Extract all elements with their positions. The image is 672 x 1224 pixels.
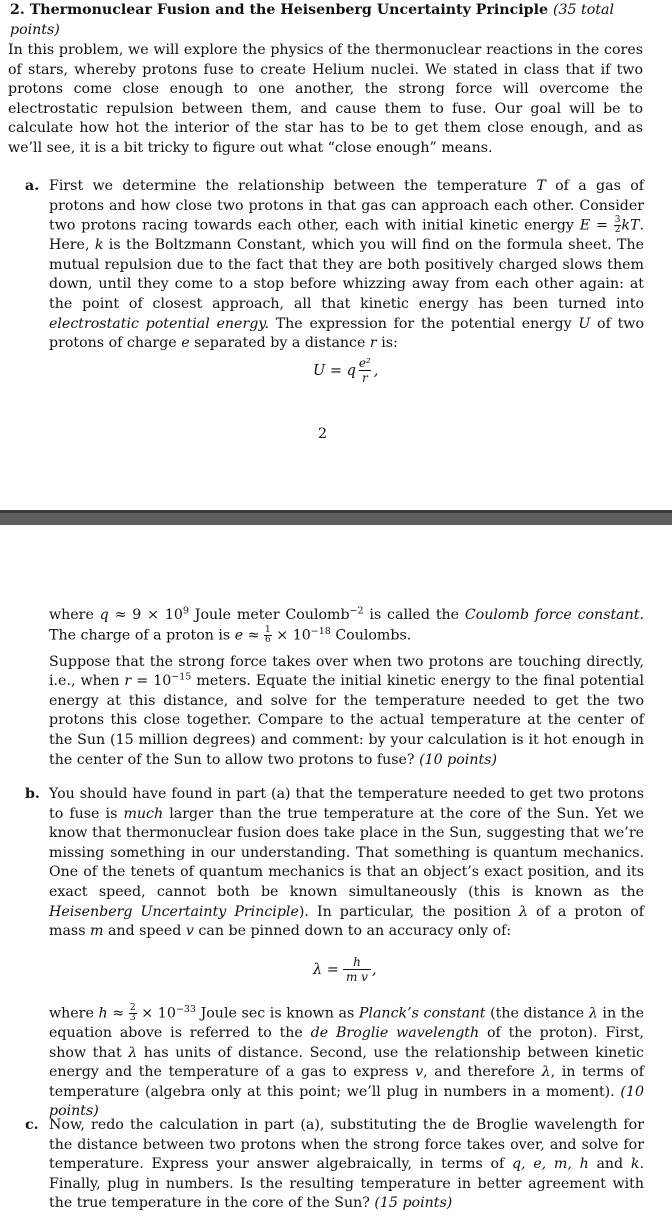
potential-energy-fraction: $\frac{\text{e²}}{r}$ [358,356,371,385]
de-broglie-fraction: $\frac{h}{\text{m v}}$ [343,955,371,984]
part-a-paragraph-3: Suppose that the strong force takes over when two protons are touching directly, i.e., when $r = 10^{-15}$ meters. Equate the initial kinetic energy to the final potential energy at this distance, and solve for the temperature needed to get the two protons this close together. Compare to the actual temperature at the center of the Sun (15 million degrees) and comment: by your calculation is it hot enough in the center of the Sun to allow two protons to fuse? (10 points) [49,653,644,768]
part-a [25,177,644,354]
page-number: 2 [318,426,328,442]
part-b [25,785,645,942]
page-1 [0,0,672,510]
problem-total-points: (35 total points) [10,2,614,38]
page-divider [0,510,672,525]
fraction-three-halves: $\frac{3}{2}$ [614,215,621,236]
part-a-continued [49,606,644,770]
part-c [25,1116,644,1214]
fraction-two-thirds: $\frac{2}{3}$ [129,1003,136,1023]
problem-title-text: 2. Thermonuclear Fusion and the Heisenberg Uncertainty Principle [10,2,548,18]
de-broglie-equation: λ = $\frac{h}{\text{m v}}$ , [313,955,377,984]
page-2 [0,525,672,1224]
intro-paragraph: In this problem, we will explore the physics of the thermonuclear reactions in the cores of stars, whereby protons fuse to create Helium nuclei. We stated in class that if two protons come close enough to one another, the strong force will overcome the electrostatic repulsion between them, and cause them to fuse. Our goal will be to calculate how hot the interior of the star has to be to get them close enough, and as we’ll see, it is a bit tricky to figure out what “close enough” means. [8,42,643,156]
part-a-label: a. [25,178,40,194]
part-a-points: (10 points) [419,751,497,768]
part-c-points: (15 points) [374,1195,453,1212]
part-a-paragraph-1: First we determine the relationship between the temperature T of a gas of protons and how close two protons in that gas can approach each other. Consider two protons racing towards each other, each with initial kinetic energy E = $\frac{3}{2}$ kT. Here, k is the Boltzmann Constant, which you will find on the formula sheet. The mutual repulsion due to the fact that they are both positively charged slows them down, until they come to a stop before whizzing away from each other again: at the point of closest approach, all that kinetic energy has been turned into electrostatic potential energy. The expression for the potential energy U of two protons of charge e separated by a distance r is: [49,178,644,352]
part-b-points: (10 points) [49,1083,644,1120]
problem-title [10,1,662,40]
fraction-one-sixth: $\frac{1}{6}$ [265,624,271,645]
part-a-paragraph-2: where $q \approx 9 \times 10^9$ Joule meter Coulomb$^{-2}$ is called the Coulomb force constant. The charge of a proton is e ≈ $\frac{1}{6}$ × $10^{-18}$ Coulombs. [49,605,644,645]
part-c-paragraph: Now, redo the calculation in part (a), substituting the de Broglie wavelength for the distance between two protons when the strong force takes over, and solve for temperature. Express your answer algebraically, in terms of q, e, m, h and k. Finally, plug in numbers. Is the resulting temperature in better agreement with the true temperature in the core of the Sun? (15 points) [49,1117,644,1212]
part-c-label: c. [25,1117,39,1133]
part-b-paragraph-1: You should have found in part (a) that the temperature needed to get two protons to fuse is much larger than the true temperature at the core of the Sun. Yet we know that thermonuclear fusion does take place in the Sun, suggesting that we’re missing something in our understanding. That something is quantum mechanics. One of the tenets of quantum mechanics is that an object’s exact position, and its exact speed, cannot both be known simultaneously (this is known as the Heisenberg Uncertainty Principle). In particular, the position λ of a proton of mass m and speed v can be pinned down to an accuracy only of: [49,786,645,940]
part-b-paragraph-2: where h ≈ $\frac{2}{3}$ × $10^{-33}$ Joule sec is known as Planck’s constant (the distance λ in the equation above is referred to the de Broglie wavelength of the proton). First, show that λ has units of distance. Second, use the relationship between kinetic energy and the temperature of a gas to express v, and therefore λ, in terms of temperature (algebra only at this point; we’ll plug in numbers in a moment). (10 points) [49,1003,645,1120]
potential-energy-equation: U = q $\frac{\text{e²}}{r}$ , [313,356,379,385]
part-b-label: b. [25,786,40,802]
part-b-continued [49,1004,644,1122]
